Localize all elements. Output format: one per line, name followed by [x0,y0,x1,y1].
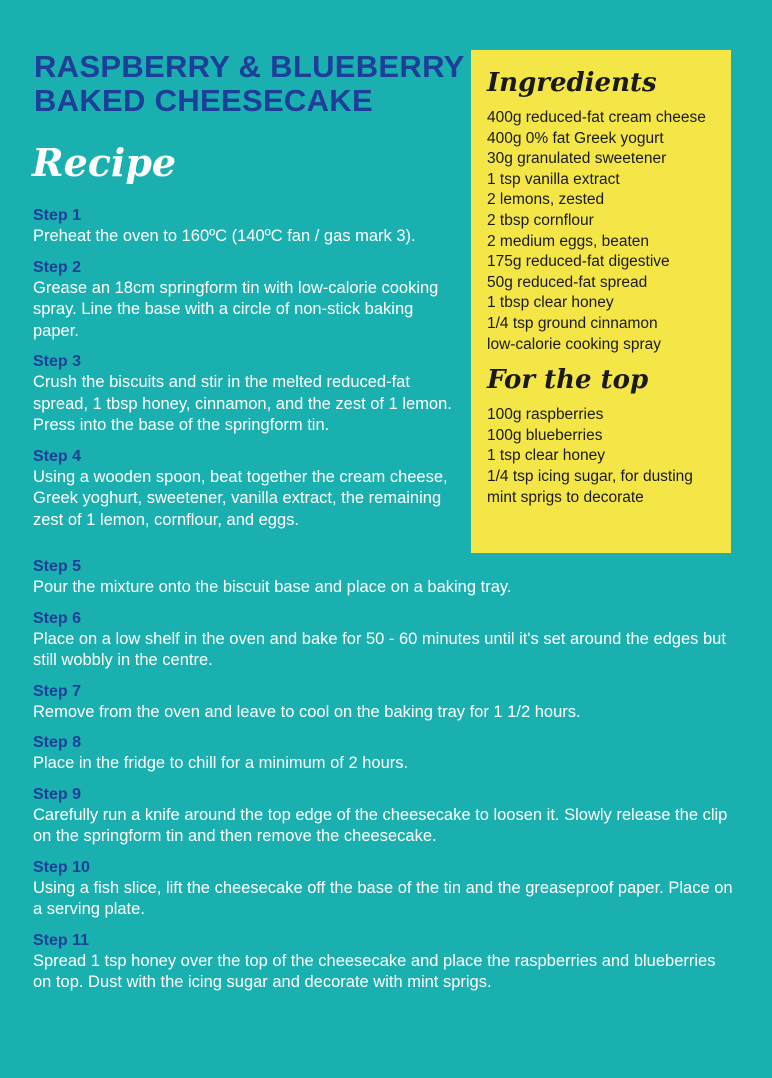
step-label: Step 4 [33,447,82,465]
ingredient-item: 400g reduced-fat cream cheese [487,109,706,126]
step-label: Step 11 [33,931,90,949]
steps-list-bottom [33,557,733,1004]
topping-item: 1 tsp clear honey [487,447,606,465]
step-4 [33,447,463,532]
ingredient-item: 1 tbsp clear honey [487,294,614,312]
step-label: Step 8 [33,734,82,751]
step-text: Spread 1 tsp honey over the top of the cheesecake and place the raspberries and blueberries on top. Dust with the icing sugar and decorate with mint sprigs. [33,951,716,991]
step-1 [33,206,463,248]
step-9 [33,785,733,848]
step-8 [33,733,733,775]
step-text: Preheat the oven to 160ºC (140ºC fan / gas mark 3). [33,227,416,245]
ingredient-item: low-calorie cooking spray [487,335,662,353]
topping-item: 100g blueberries [487,426,603,444]
step-label: Step 2 [33,258,82,276]
ingredient-item: 2 lemons, zested [487,191,605,209]
ingredient-item: 1 tsp vanilla extract [487,170,620,188]
ingredient-item: 400g 0% fat Greek yogurt [487,129,664,147]
step-7 [33,682,733,724]
step-label: Step 1 [33,207,82,224]
recipe-heading: Recipe [32,140,177,185]
step-text: Carefully run a knife around the top edge of the cheesecake to loosen it. Slowly release the clip on the springform tin and then remove the cheesecake. [33,805,728,845]
step-3 [33,352,463,437]
topping-item: 1/4 tsp icing sugar, for dusting [487,467,693,485]
ingredients-heading: Ingredients [487,68,657,98]
step-text: Place in the fridge to chill for a minimum of 2 hours. [33,754,409,772]
step-text: Place on a low shelf in the oven and bake for 50 - 60 minutes until it's set around the edges but still wobbly in the centre. [33,629,726,669]
ingredient-item: 2 tbsp cornflour [487,211,594,229]
steps-list-top [33,206,463,541]
step-text: Using a fish slice, lift the cheesecake off the base of the tin and the greaseproof paper. Place on a serving plate. [33,878,733,918]
topping-heading: For the top [487,365,649,396]
topping-item: 100g raspberries [487,406,604,424]
ingredient-item: 175g reduced-fat digestive [487,253,670,271]
ingredients-panel [471,50,731,553]
step-label: Step 7 [33,682,82,700]
step-2 [33,258,463,343]
ingredient-item: 2 medium eggs, beaten [487,232,649,250]
step-label: Step 6 [33,609,82,627]
step-label: Step 3 [33,353,82,370]
ingredient-item: 50g reduced-fat spread [487,273,648,291]
ingredients-list [487,108,721,355]
step-5 [33,557,733,599]
step-text: Pour the mixture onto the biscuit base and place on a baking tray. [33,578,512,596]
step-label: Step 9 [33,785,82,803]
step-10 [33,858,733,921]
step-text: Grease an 18cm springform tin with low-calorie cooking spray. Line the base with a circle of non-stick baking paper. [33,278,439,340]
step-label: Step 5 [33,558,82,575]
step-text: Remove from the oven and leave to cool on the baking tray for 1 1/2 hours. [33,702,581,721]
step-text: Crush the biscuits and stir in the melted reduced-fat spread, 1 tbsp honey, cinnamon, and the zest of 1 lemon. Press into the base of the springform tin. [33,373,452,434]
step-label: Step 10 [33,858,90,876]
topping-list [487,405,721,508]
title-line-2: BAKED CHEESECAKE [34,83,373,118]
step-11 [33,931,733,994]
step-6 [33,609,733,672]
step-text: Using a wooden spoon, beat together the cream cheese, Greek yoghurt, sweetener, vanilla extract, the remaining zest of 1 lemon, cornflour, and eggs. [33,467,448,529]
title-line-1: RASPBERRY & BLUEBERRY [34,49,465,84]
ingredient-item: 1/4 tsp ground cinnamon [487,314,658,332]
topping-item: mint sprigs to decorate [487,488,644,506]
page-title [34,50,464,118]
ingredient-item: 30g granulated sweetener [487,150,667,168]
